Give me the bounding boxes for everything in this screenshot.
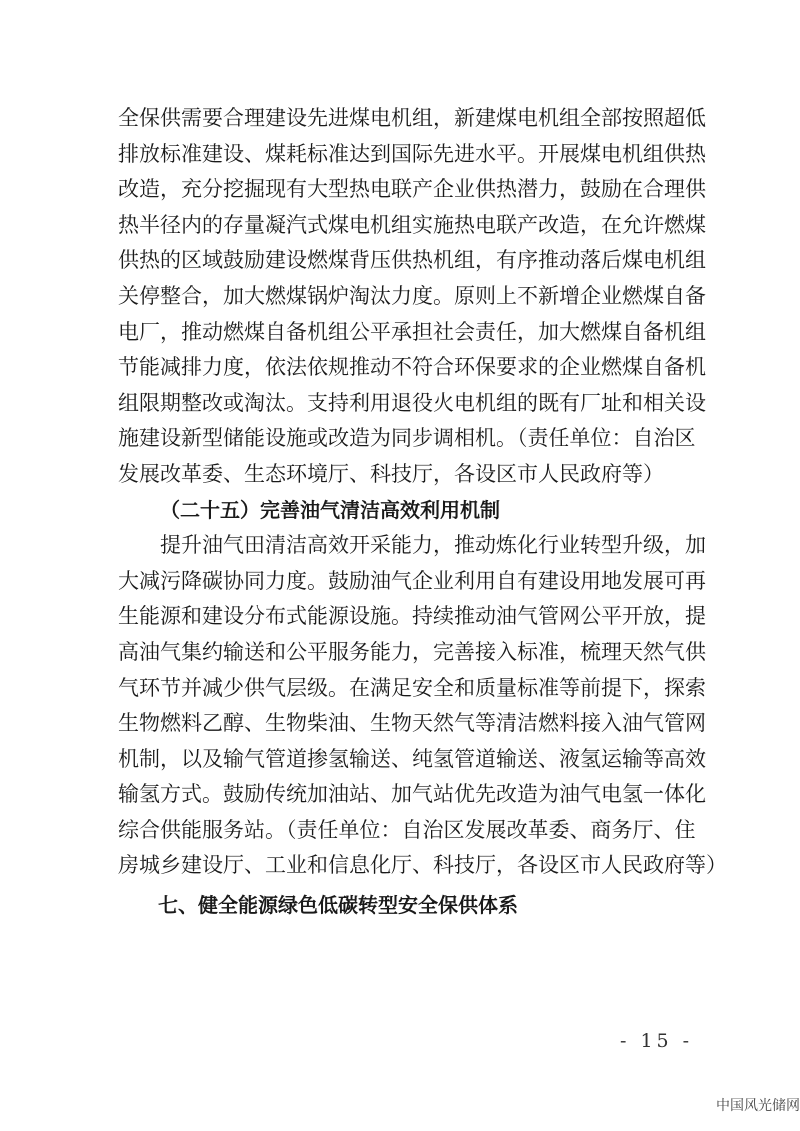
- paragraph-coal-power: [118, 101, 706, 493]
- text-line: 生能源和建设分布式能源设施。持续推动油气管网公平开放，提: [118, 604, 706, 629]
- text-line: 输氢方式。鼓励传统加油站、加气站优先改造为油气电氢一体化: [118, 782, 706, 807]
- text-line: 组限期整改或淘汰。支持利用退役火电机组的既有厂址和相关设: [118, 390, 706, 415]
- section-heading-25: （二十五）完善油气清洁高效利用机制: [160, 497, 500, 522]
- text-line: 施建设新型储能设施或改造为同步调相机。（责任单位：自治区: [118, 426, 696, 451]
- text-line: 高油气集约输送和公平服务能力，完善接入标准，梳理天然气供: [118, 639, 706, 664]
- text-line: 全保供需要合理建设先进煤电机组，新建煤电机组全部按照超低: [118, 106, 706, 130]
- document-body: [118, 101, 727, 924]
- text-line: 发展改革委、生态环境厅、科技厅，各设区市人民政府等）: [118, 461, 664, 486]
- text-line: 供热的区域鼓励建设燃煤背压供热机组，有序推动落后煤电机组: [118, 248, 706, 273]
- text-line: 改造，充分挖掘现有大型热电联产企业供热潜力，鼓励在合理供: [118, 177, 706, 202]
- text-line: 机制，以及输气管道掺氢输送、纯氢管道输送、液氢运输等高效: [118, 746, 706, 771]
- text-line: 关停整合，加大燃煤锅炉淘汰力度。原则上不新增企业燃煤自备: [118, 283, 706, 308]
- paragraph-oil-gas: [118, 528, 727, 884]
- chapter-heading-7: 七、健全能源绿色低碳转型安全保供体系: [158, 893, 518, 918]
- text-line: 排放标准建设、煤耗标准达到国际先进水平。开展煤电机组供热: [118, 141, 706, 166]
- text-line: 热半径内的存量凝汽式煤电机组实施热电联产改造，在允许燃煤: [118, 212, 706, 237]
- page-number: - 15 -: [620, 1030, 694, 1052]
- text-line: 房城乡建设厅、工业和信息化厅、科技厅，各设区市人民政府等）: [118, 853, 727, 878]
- text-line: 综合供能服务站。（责任单位：自治区发展改革委、商务厅、住: [118, 817, 696, 842]
- watermark: 中国风光储网: [716, 1098, 800, 1114]
- text-line: 生物燃料乙醇、生物柴油、生物天然气等清洁燃料接入油气管网: [118, 711, 706, 736]
- text-line: 提升油气田清洁高效开采能力，推动炼化行业转型升级，加: [160, 533, 706, 558]
- text-line: 节能减排力度，依法依规推动不符合环保要求的企业燃煤自备机: [118, 355, 706, 380]
- text-line: 气环节并减少供气层级。在满足安全和质量标准等前提下，探索: [118, 675, 706, 700]
- text-line: 大减污降碳协同力度。鼓励油气企业利用自有建设用地发展可再: [118, 568, 706, 593]
- text-line: 电厂，推动燃煤自备机组公平承担社会责任，加大燃煤自备机组: [118, 319, 706, 344]
